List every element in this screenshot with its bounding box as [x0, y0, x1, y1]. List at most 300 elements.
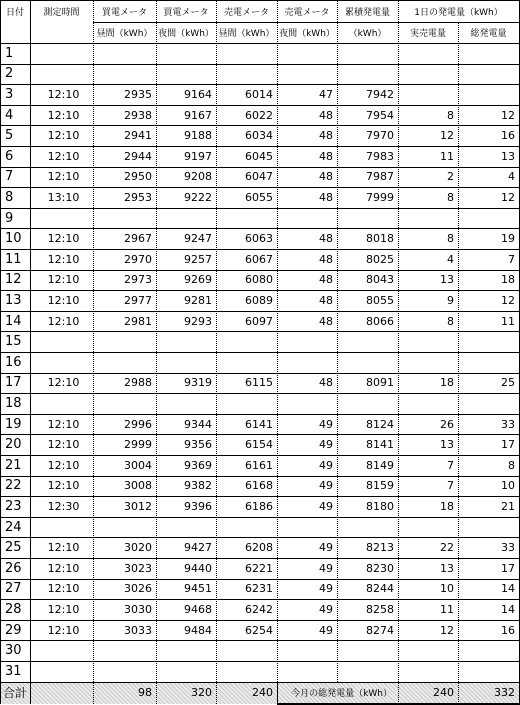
grid-summary-left	[277, 682, 278, 704]
cell-sell-day: 6047	[216, 167, 277, 188]
cell-sell-day	[216, 393, 277, 414]
cell-cumulative: 8180	[337, 496, 398, 517]
cell-buy-day: 2999	[93, 434, 156, 455]
cell-generated: 10	[458, 476, 519, 497]
cell-sell-night: 49	[277, 496, 337, 517]
cell-time: 12:10	[30, 599, 93, 620]
grid-col-line	[216, 0, 218, 704]
cell-time: 12:10	[30, 414, 93, 435]
cell-cumulative: 8258	[337, 599, 398, 620]
subheader-cumulative: （kWh）	[337, 22, 398, 43]
cell-day: 30	[0, 640, 30, 661]
cell-sold: 18	[398, 373, 458, 394]
cell-buy-night	[156, 661, 216, 682]
cell-sold: 12	[398, 620, 458, 641]
total-buy-night: 320	[156, 682, 216, 704]
cell-time: 12:10	[30, 146, 93, 167]
cell-day: 11	[0, 249, 30, 270]
cell-buy-day: 3033	[93, 620, 156, 641]
cell-time: 13:10	[30, 187, 93, 208]
cell-cumulative: 8025	[337, 249, 398, 270]
cell-buy-day	[93, 331, 156, 352]
cell-sell-day: 6115	[216, 373, 277, 394]
cell-sell-night: 49	[277, 537, 337, 558]
grid-row-line	[0, 249, 520, 250]
cell-generated: 14	[458, 579, 519, 600]
grid-row-line	[0, 167, 520, 168]
cell-time: 12:10	[30, 373, 93, 394]
cell-sell-night: 48	[277, 146, 337, 167]
cell-sold	[398, 661, 458, 682]
grid-col-line	[398, 0, 400, 704]
cell-sell-day: 6154	[216, 434, 277, 455]
cell-buy-day: 3008	[93, 476, 156, 497]
cell-sell-night: 49	[277, 434, 337, 455]
cell-time: 12:10	[30, 270, 93, 291]
cell-time: 12:10	[30, 105, 93, 126]
cell-time	[30, 393, 93, 414]
cell-sell-day	[216, 331, 277, 352]
cell-buy-day: 2988	[93, 373, 156, 394]
cell-time: 12:10	[30, 311, 93, 332]
cell-sell-day: 6014	[216, 84, 277, 105]
grid-row-line	[0, 558, 520, 559]
cell-sell-night: 48	[277, 105, 337, 126]
cell-generated: 17	[458, 558, 519, 579]
cell-buy-day: 2967	[93, 228, 156, 249]
grid-row-line	[0, 187, 520, 188]
cell-sold: 12	[398, 125, 458, 146]
grid-row-line	[0, 640, 520, 641]
cell-day: 29	[0, 620, 30, 641]
grid-header-bottom	[0, 43, 520, 44]
cell-buy-night	[156, 43, 216, 64]
cell-sold: 8	[398, 187, 458, 208]
cell-buy-day	[93, 393, 156, 414]
cell-buy-night: 9257	[156, 249, 216, 270]
cell-generated	[458, 661, 519, 682]
cell-sell-day: 6242	[216, 599, 277, 620]
cell-sell-night: 49	[277, 620, 337, 641]
cell-day: 20	[0, 434, 30, 455]
cell-sold	[398, 43, 458, 64]
cell-buy-night	[156, 517, 216, 538]
cell-sold: 9	[398, 290, 458, 311]
cell-sell-night: 47	[277, 84, 337, 105]
cell-buy-night: 9269	[156, 270, 216, 291]
grid-row-line	[0, 682, 520, 683]
cell-time: 12:10	[30, 167, 93, 188]
cell-time: 12:10	[30, 249, 93, 270]
cell-cumulative: 8149	[337, 455, 398, 476]
cell-buy-day: 3030	[93, 599, 156, 620]
cell-buy-day: 3023	[93, 558, 156, 579]
cell-cumulative	[337, 640, 398, 661]
cell-buy-day: 2941	[93, 125, 156, 146]
cell-sell-day	[216, 64, 277, 85]
grid-col-line	[337, 0, 339, 682]
subheader-sell-day: 昼間（kWh）	[216, 22, 277, 43]
cell-generated: 12	[458, 290, 519, 311]
cell-sold	[398, 640, 458, 661]
grid-col-line	[93, 0, 95, 704]
cell-sell-night: 48	[277, 311, 337, 332]
cell-buy-day	[93, 352, 156, 373]
subheader-buy-day: 昼間（kWh）	[93, 22, 156, 43]
cell-sell-night	[277, 64, 337, 85]
header-sell-night: 売電メータ	[277, 0, 337, 22]
cell-generated: 8	[458, 455, 519, 476]
cell-time: 12:10	[30, 290, 93, 311]
cell-buy-night: 9208	[156, 167, 216, 188]
cell-day: 19	[0, 414, 30, 435]
cell-cumulative: 7942	[337, 84, 398, 105]
cell-generated: 18	[458, 270, 519, 291]
cell-buy-night	[156, 331, 216, 352]
grid-row-line	[0, 84, 520, 85]
cell-sell-day: 6055	[216, 187, 277, 208]
cell-sold: 7	[398, 476, 458, 497]
header-cumulative: 累積発電量	[337, 0, 398, 22]
cell-sell-night	[277, 640, 337, 661]
cell-time: 12:10	[30, 125, 93, 146]
cell-day: 27	[0, 579, 30, 600]
cell-time: 12:10	[30, 476, 93, 497]
cell-buy-day: 3020	[93, 537, 156, 558]
cell-day: 14	[0, 311, 30, 332]
cell-buy-night: 9164	[156, 84, 216, 105]
cell-sell-night	[277, 331, 337, 352]
cell-generated	[458, 352, 519, 373]
cell-sell-night: 48	[277, 290, 337, 311]
grid-row-line	[0, 373, 520, 374]
cell-sell-day: 6141	[216, 414, 277, 435]
cell-sell-day: 6022	[216, 105, 277, 126]
cell-sold	[398, 331, 458, 352]
cell-buy-day: 3012	[93, 496, 156, 517]
cell-time: 12:10	[30, 579, 93, 600]
cell-buy-day: 2970	[93, 249, 156, 270]
cell-generated: 25	[458, 373, 519, 394]
cell-sell-night: 48	[277, 167, 337, 188]
grid-row-line	[0, 661, 520, 662]
cell-time	[30, 517, 93, 538]
cell-sell-day: 6254	[216, 620, 277, 641]
grid-row-line	[0, 599, 520, 600]
cell-sell-night: 49	[277, 599, 337, 620]
cell-generated: 16	[458, 620, 519, 641]
cell-cumulative: 8124	[337, 414, 398, 435]
cell-day: 7	[0, 167, 30, 188]
cell-buy-day: 2981	[93, 311, 156, 332]
cell-sold: 22	[398, 537, 458, 558]
cell-generated	[458, 640, 519, 661]
header-sell-day: 売電メータ	[216, 0, 277, 22]
cell-day: 5	[0, 125, 30, 146]
cell-sell-night: 49	[277, 455, 337, 476]
cell-sell-night: 49	[277, 558, 337, 579]
cell-buy-night	[156, 208, 216, 229]
cell-cumulative: 8055	[337, 290, 398, 311]
cell-day: 28	[0, 599, 30, 620]
cell-time: 12:10	[30, 84, 93, 105]
cell-time: 12:30	[30, 496, 93, 517]
cell-buy-day: 2950	[93, 167, 156, 188]
cell-generated: 11	[458, 311, 519, 332]
cell-generated	[458, 208, 519, 229]
cell-cumulative: 7970	[337, 125, 398, 146]
cell-sold: 13	[398, 558, 458, 579]
cell-buy-day: 3026	[93, 579, 156, 600]
cell-cumulative: 8213	[337, 537, 398, 558]
cell-day: 2	[0, 64, 30, 85]
cell-buy-night: 9451	[156, 579, 216, 600]
cell-day: 23	[0, 496, 30, 517]
cell-time	[30, 208, 93, 229]
cell-time: 12:10	[30, 455, 93, 476]
cell-generated: 12	[458, 105, 519, 126]
cell-sell-day	[216, 640, 277, 661]
cell-sell-day: 6231	[216, 579, 277, 600]
cell-sell-night: 48	[277, 228, 337, 249]
cell-sell-night	[277, 661, 337, 682]
cell-day: 22	[0, 476, 30, 497]
cell-buy-night: 9382	[156, 476, 216, 497]
cell-day: 16	[0, 352, 30, 373]
cell-generated	[458, 43, 519, 64]
cell-buy-day	[93, 208, 156, 229]
cell-sell-night: 48	[277, 270, 337, 291]
grid-row-line	[0, 208, 520, 209]
cell-cumulative	[337, 64, 398, 85]
subheader-sell-night: 夜間（kWh）	[277, 22, 337, 43]
cell-buy-night: 9440	[156, 558, 216, 579]
cell-cumulative: 8091	[337, 373, 398, 394]
grid-row-line	[0, 517, 520, 518]
cell-sold: 13	[398, 434, 458, 455]
subheader-buy-night: 夜間（kWh）	[156, 22, 216, 43]
cell-buy-night: 9188	[156, 125, 216, 146]
cell-buy-night	[156, 352, 216, 373]
cell-buy-night: 9468	[156, 599, 216, 620]
cell-cumulative: 8159	[337, 476, 398, 497]
cell-buy-night: 9293	[156, 311, 216, 332]
cell-day: 24	[0, 517, 30, 538]
cell-day: 18	[0, 393, 30, 414]
cell-cumulative	[337, 393, 398, 414]
grid-col-line	[156, 0, 158, 704]
cell-cumulative	[337, 43, 398, 64]
cell-time	[30, 64, 93, 85]
cell-buy-night: 9222	[156, 187, 216, 208]
cell-time	[30, 352, 93, 373]
header-buy-day: 買電メータ	[93, 0, 156, 22]
cell-generated	[458, 84, 519, 105]
grid-top-border	[0, 0, 520, 1]
grid-row-line	[0, 105, 520, 106]
cell-cumulative: 7987	[337, 167, 398, 188]
cell-day: 1	[0, 43, 30, 64]
cell-sell-night	[277, 517, 337, 538]
cell-day: 13	[0, 290, 30, 311]
cell-sell-day	[216, 352, 277, 373]
header-daily-generation: 1日の発電量（kWh）	[398, 0, 519, 22]
cell-sell-night: 49	[277, 476, 337, 497]
grid-row-line	[0, 579, 520, 580]
subheader-sold: 実売電量	[398, 22, 458, 43]
grid-row-line	[0, 434, 520, 435]
cell-sell-day: 6221	[216, 558, 277, 579]
cell-time: 12:10	[30, 537, 93, 558]
cell-sold: 26	[398, 414, 458, 435]
cell-sold: 8	[398, 228, 458, 249]
cell-sell-night: 48	[277, 125, 337, 146]
cell-day: 21	[0, 455, 30, 476]
cell-sell-day: 6208	[216, 537, 277, 558]
cell-buy-day	[93, 640, 156, 661]
cell-time: 12:10	[30, 620, 93, 641]
cell-sold	[398, 84, 458, 105]
monthly-generated-kwh: 332	[458, 682, 519, 704]
cell-cumulative: 7983	[337, 146, 398, 167]
cell-generated: 7	[458, 249, 519, 270]
cell-sold: 4	[398, 249, 458, 270]
cell-buy-day: 2996	[93, 414, 156, 435]
cell-time: 12:10	[30, 228, 93, 249]
cell-sell-day: 6097	[216, 311, 277, 332]
cell-sell-day: 6063	[216, 228, 277, 249]
cell-buy-day	[93, 64, 156, 85]
grid-row-line	[0, 393, 520, 394]
grid-row-line	[0, 228, 520, 229]
cell-generated: 19	[458, 228, 519, 249]
total-buy-day: 98	[93, 682, 156, 704]
cell-time: 12:10	[30, 434, 93, 455]
grid-row-line	[0, 64, 520, 65]
cell-sell-night	[277, 393, 337, 414]
cell-buy-night: 9396	[156, 496, 216, 517]
cell-buy-night: 9319	[156, 373, 216, 394]
cell-day: 25	[0, 537, 30, 558]
grid-col-line	[458, 22, 460, 704]
cell-buy-night: 9197	[156, 146, 216, 167]
cell-buy-day	[93, 517, 156, 538]
cell-day: 12	[0, 270, 30, 291]
cell-cumulative	[337, 208, 398, 229]
cell-sell-day	[216, 661, 277, 682]
header-time: 測定時間	[30, 0, 93, 22]
cell-day: 8	[0, 187, 30, 208]
cell-cumulative	[337, 352, 398, 373]
cell-sell-day: 6045	[216, 146, 277, 167]
cell-day: 9	[0, 208, 30, 229]
header-buy-night: 買電メータ	[156, 0, 216, 22]
cell-cumulative: 8018	[337, 228, 398, 249]
grid-row-line	[0, 476, 520, 477]
grid-row-line	[0, 146, 520, 147]
cell-cumulative: 8141	[337, 434, 398, 455]
cell-buy-day: 2953	[93, 187, 156, 208]
cell-time	[30, 640, 93, 661]
cell-sold: 7	[398, 455, 458, 476]
grid-col-line	[277, 0, 279, 682]
cell-sold	[398, 64, 458, 85]
cell-sell-day: 6186	[216, 496, 277, 517]
cell-buy-day: 3004	[93, 455, 156, 476]
cell-buy-night	[156, 64, 216, 85]
cell-sold	[398, 393, 458, 414]
cell-generated: 4	[458, 167, 519, 188]
cell-cumulative	[337, 517, 398, 538]
cell-day: 4	[0, 105, 30, 126]
cell-generated: 13	[458, 146, 519, 167]
grid-row-line	[0, 125, 520, 126]
cell-sell-day	[216, 208, 277, 229]
cell-sell-day: 6168	[216, 476, 277, 497]
cell-sell-day: 6161	[216, 455, 277, 476]
grid-row-line	[0, 331, 520, 332]
cell-generated	[458, 331, 519, 352]
total-label: 合計	[0, 682, 30, 704]
cell-sell-night: 48	[277, 373, 337, 394]
grid-col-line	[30, 0, 31, 704]
grid-row-line	[0, 290, 520, 291]
monthly-generation-label: 今月の総発電量（kWh）	[277, 682, 398, 704]
cell-sold: 8	[398, 311, 458, 332]
cell-buy-night	[156, 640, 216, 661]
total-blank	[30, 682, 93, 704]
cell-generated: 16	[458, 125, 519, 146]
cell-generated: 33	[458, 537, 519, 558]
cell-cumulative: 8244	[337, 579, 398, 600]
cell-sell-night	[277, 352, 337, 373]
cell-buy-day: 2944	[93, 146, 156, 167]
cell-cumulative: 8274	[337, 620, 398, 641]
cell-generated	[458, 393, 519, 414]
total-sell-day: 240	[216, 682, 277, 704]
grid-left-border	[0, 0, 1, 704]
cell-cumulative: 7999	[337, 187, 398, 208]
cell-sold: 10	[398, 579, 458, 600]
cell-cumulative: 8066	[337, 311, 398, 332]
cell-sell-night: 49	[277, 414, 337, 435]
grid-row-line	[0, 270, 520, 271]
cell-sell-day: 6034	[216, 125, 277, 146]
cell-buy-day: 2977	[93, 290, 156, 311]
cell-sold: 18	[398, 496, 458, 517]
cell-buy-night: 9247	[156, 228, 216, 249]
cell-sell-night: 49	[277, 579, 337, 600]
cell-cumulative	[337, 661, 398, 682]
cell-buy-day	[93, 661, 156, 682]
cell-buy-night	[156, 393, 216, 414]
cell-generated: 17	[458, 434, 519, 455]
cell-day: 17	[0, 373, 30, 394]
grid-row-line	[0, 311, 520, 312]
cell-sold: 13	[398, 270, 458, 291]
grid-row-line	[0, 414, 520, 415]
header-date: 日付	[0, 0, 30, 22]
cell-sell-day: 6080	[216, 270, 277, 291]
cell-sell-night: 48	[277, 187, 337, 208]
monthly-sold-kwh: 240	[398, 682, 458, 704]
cell-time: 12:10	[30, 558, 93, 579]
grid-row-line	[0, 455, 520, 456]
cell-sold: 11	[398, 599, 458, 620]
cell-buy-night: 9427	[156, 537, 216, 558]
cell-sell-day	[216, 43, 277, 64]
cell-day: 15	[0, 331, 30, 352]
